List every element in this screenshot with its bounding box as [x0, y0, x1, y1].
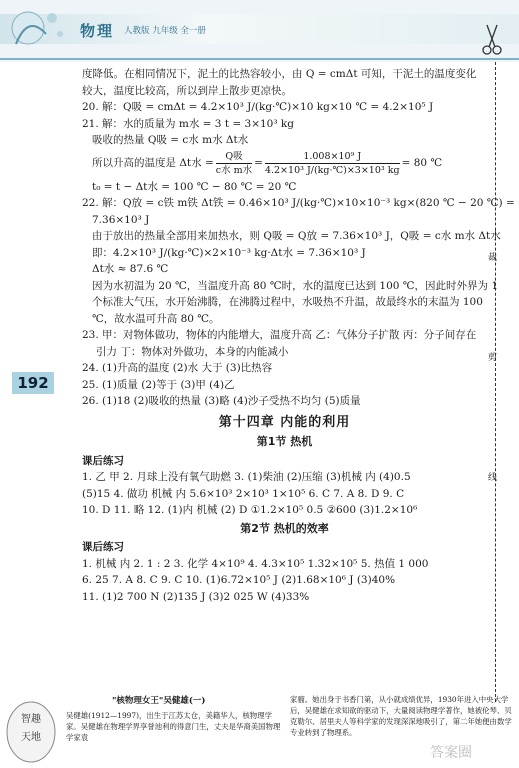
section-title: 第1节 热机: [256, 435, 313, 448]
page-number: 192: [12, 372, 54, 394]
text-line: Δt水 ≈ 87.6 ℃: [92, 263, 169, 275]
answer-line: 1. 机械 内 2. 1 : 2 3. 化学 4×10⁹ 4. 4.3×10⁵ 1.32×10⁵ 5. 热值 1 000: [82, 557, 429, 570]
answer-line: 10. D 11. 略 12. (1)内 机械 (2) D ①1.2×10⁵ 0.5 ②600 (3)1.2×10⁶: [82, 504, 418, 516]
header-subtitle: 人教版 九年级 全一册: [124, 26, 206, 36]
footer-text-right: 家骝。她出身于书香门第，从小就成绩优异，1930年进入中央大学后，吴健雄在求知欲的驱动下，大量阅读物理学著作，她被伦琴、贝克勒尔、居里夫人等科学家的发现深深地吸引了，第二年她便由数学专业转到了物理系。: [290, 695, 512, 737]
chapter-title: 第十四章 内能的利用: [218, 414, 351, 430]
header-divider: [0, 58, 519, 60]
line-label: 线: [488, 473, 498, 483]
text-line: 24. (1)升高的温度 (2)水 大于 (3)比热容: [82, 362, 273, 374]
text-line: 较大，温度比较高，所以到岸上散步更凉快。: [82, 84, 292, 97]
header-title: 物理: [80, 22, 115, 40]
text-line: 个标准大气压，水开始沸腾，在沸腾过程中，水吸热不升温，故最终水的末温为 100: [92, 296, 483, 308]
answer-content: [82, 66, 515, 605]
fraction-numerator: Q吸: [216, 150, 252, 164]
fraction: [216, 150, 252, 177]
svg-text:智趣: 智趣: [21, 714, 41, 725]
footer-title: "核物理女王"吴健雄(一): [112, 696, 206, 706]
text-line: 23. 甲：对物体做功，物体的内能增大，温度升高 乙：气体分子扩散 丙：分子间存在: [82, 329, 477, 341]
text-line: 由于放出的热量全部用来加热水，则 Q吸 = Q放 = 7.36×10³ J，Q吸 = c水 m水 Δt水: [92, 230, 501, 242]
answer-line: (5)15 4. 做功 机械 内 5.6×10³ 2×10³ 1×10⁵ 6. C 7. A 8. D 9. C: [82, 487, 405, 500]
fraction-numerator: 1.008×10⁹ J: [265, 150, 400, 164]
svg-text:天地: 天地: [21, 732, 41, 743]
text-line: ℃，故水温可升高 80 ℃。: [92, 312, 220, 325]
text-line: t₀ = t − Δt水 = 100 ℃ − 80 ℃ = 20 ℃: [92, 180, 297, 193]
answer-line: 11. (1)2 700 N (2)135 J (3)2 025 W (4)33%: [82, 590, 310, 603]
answer-line: 6. 25 7. A 8. C 9. C 10. (1)6.72×10⁵ J (2)1.68×10⁶ J (3)40%: [82, 574, 396, 586]
answer-line: 1. 乙 甲 2. 月球上没有氧气助燃 3. (1)柴油 (2)压缩 (3)机械 内 (4)0.5: [82, 471, 411, 483]
text-line: 20. 解：Q吸 = cmΔt = 4.2×10³ J/(kg·℃)×10 kg×10 ℃ = 4.2×10⁵ J: [82, 101, 434, 113]
text-line: 因为水初温为 20 ℃，当温度升高 80 ℃时，水的温度已达到 100 ℃，因此时外界为 1: [92, 279, 499, 292]
text-line: 25. (1)质量 (2)等于 (3)甲 (4)乙: [82, 378, 235, 391]
text-line: 7.36×10³ J: [92, 213, 150, 226]
fold-label: 裁: [488, 253, 498, 263]
header-banner: [0, 14, 519, 44]
watermark: 答案圈: [430, 745, 472, 761]
text-line: 吸收的热量 Q吸 = c水 m水 Δt水: [92, 134, 249, 146]
footer-text-left: 吴健雄(1912—1997)，出生于江苏太仓，美籍华人，核物理学家。吴健雄在物理学界享誉池利的得意门生，丈夫是华裔美国物理学家袁: [66, 711, 281, 742]
practice-heading: 课后练习: [82, 454, 124, 467]
temperature-formula: [82, 149, 487, 179]
header-decoration-icon: [6, 4, 70, 56]
text-line: 引力 丁：物体对外做功，本身的内能减小: [96, 345, 289, 358]
scissors-icon: [480, 22, 504, 56]
text-line: 26. (1)18 (2)吸收的热量 (3)略 (4)沙子受热不均匀 (5)质量: [82, 395, 361, 407]
fraction-denominator: 4.2×10³ J/(kg·℃)×3×10³ kg: [264, 165, 400, 176]
page-footer: [0, 690, 519, 768]
text-line: 21. 解：水的质量为 m水 = 3 t = 3×10³ kg: [82, 117, 294, 130]
text-line: 22. 解：Q放 = c铁 m铁 Δt铁 = 0.46×10³ J/(kg·℃)×10×10⁻³ kg×(820 ℃ − 20 ℃) =: [82, 197, 515, 209]
fraction: [265, 150, 400, 177]
equals-sign: =: [254, 157, 263, 170]
cut-guide-line: [495, 62, 496, 702]
text-line: 即：4.2×10³ J/(kg·℃)×2×10⁻³ kg·Δt水 = 7.36×10³ J: [92, 246, 366, 259]
fraction-denominator: c水 m水: [215, 165, 253, 176]
section-title: 第2节 热机的效率: [240, 521, 329, 535]
text-line: 度降低。在相同情况下，泥土的比热容较小，由 Q = cmΔt 可知，干泥土的温度变化: [82, 68, 477, 80]
formula-result: = 80 ℃: [401, 157, 443, 170]
formula-prefix: 所以升高的温度是 Δt水 =: [92, 157, 214, 170]
page-header: [0, 0, 519, 62]
cut-label: 剪: [488, 353, 498, 363]
practice-heading: 课后练习: [82, 541, 124, 553]
decoration-badge-icon: [4, 692, 58, 766]
